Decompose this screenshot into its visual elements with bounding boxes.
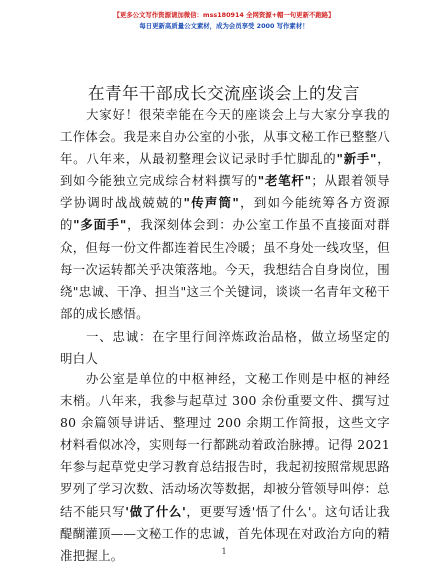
- text-run: ，到如今能统筹各方资源的: [60, 195, 390, 233]
- text-run: 大家好！很荣幸能在今天的座谈会上与大家分享我的工作体会。我是来自办公室的小张，从事文秘工作已整整八年。八年来，从最初整理会议记录时手忙脚乱的: [60, 107, 390, 167]
- body-paragraph: [60, 368, 390, 567]
- text-run: 办公室是单位的中枢神经，文秘工作则是中枢的神经末梢。八年来，我参与起草过 300 余份重要文件、撰写过 80 余篇领导讲话、整理过 200 余期工作简报，这些文字材料看似冰冷，实则每一行都跳动着政治脉搏。记得 2021 年参与起草党史学习教育总结报告时，我起初按照常规思路罗列了学习次数、活动场次等数据，却被分管领导叫停：总结不能只写: [60, 371, 390, 519]
- promo-banner-line-2: 每日更新高质量公文素材，成为会员享受 2000 写作素材！: [139, 22, 309, 30]
- text-run: ，到如今能独立完成综合材料撰写的: [60, 151, 390, 189]
- text-run: ；从跟着领导学协调时战战兢兢的: [60, 173, 390, 211]
- page-number: 1: [221, 547, 227, 556]
- keyword-what-was-done: '做了什么': [125, 503, 187, 519]
- text-run: ，更要写透'悟了什么'。这句话让我醍醐灌顶——文秘工作的忠诚，首先体现在对政治方向的精准把握上。: [60, 503, 391, 563]
- keyword-all-rounder: "多面手": [73, 217, 127, 233]
- text-run: ，我深刻体会到：办公室工作虽不直接面对群众，但每一份文件都连着民生冷暖；虽不身处一线攻坚，但每一次运转都关乎决策落地。今天，我想结合自身岗位，围绕"忠诚、干净、担当"这三个关键词，谈谈一名青年文秘干部的成长感悟。: [60, 217, 390, 321]
- keyword-messenger: "传声筒": [183, 195, 240, 211]
- keyword-veteran-writer: "老笔杆": [257, 173, 312, 189]
- document-title: 在青年干部成长交流座谈会上的发言: [88, 84, 360, 103]
- promo-banner-line-1: 【更多公文写作资源请加微信：mss180914 全网资源+帽一句更新不跑路】: [113, 11, 335, 19]
- keyword-novice: "新手": [336, 151, 377, 167]
- intro-paragraph: [60, 104, 390, 325]
- section-heading-loyalty: 一、忠诚：在字里行间淬炼政治品格，做立场坚定的明白人: [60, 329, 390, 367]
